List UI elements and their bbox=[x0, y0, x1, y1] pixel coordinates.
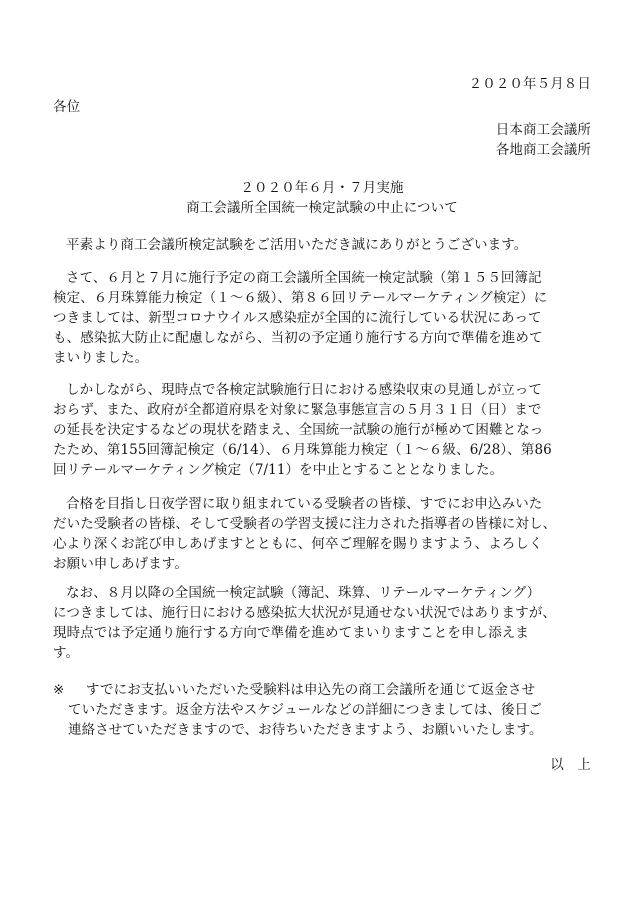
paragraph-2-line-1: さて、６月と７月に施行予定の商工会議所全国統一検定試験（第１５５回簿記 bbox=[66, 270, 542, 286]
paragraph-4-line-4: お願い申しあげます。 bbox=[53, 556, 188, 572]
paragraph-1-line-1: 平素より商工会議所検定試験をご活用いただき誠にありがとうございます。 bbox=[66, 237, 528, 253]
paragraph-5-line-3: 現時点では予定通り施行する方向で準備を進めてまいりますことを申し添えま bbox=[53, 625, 529, 641]
sender-2: 各地商工会議所 bbox=[495, 142, 591, 158]
paragraph-4-line-2: だいた受験者の皆様、そして受験者の学習支援に注力された指導者の皆様に対し、 bbox=[53, 516, 557, 532]
paragraph-5-line-2: につきましては、施行日における感染拡大状況が見通せない状況ではありますが、 bbox=[53, 605, 556, 621]
sender-1: 日本商工会議所 bbox=[495, 122, 591, 138]
paragraph-3-line-2: おらず、また、政府が全都道府県を対象に緊急事態宣言の５月３１日（日）まで bbox=[53, 402, 542, 418]
paragraph-5-line-1: なお、８月以降の全国統一検定試験（簿記、珠算、リテールマーケティング） bbox=[66, 585, 541, 601]
note-line-3: 連絡させていただきますので、お待ちいただきますよう、お願いいたします。 bbox=[68, 722, 543, 738]
paragraph-4-line-3: 心より深くお詫び申しあげますとともに、何卒ご理解を賜りますよう、よろしく bbox=[53, 536, 543, 552]
paragraph-5-line-4: す。 bbox=[53, 645, 80, 661]
paragraph-3-line-3: の延長を決定するなどの現状を踏まえ、全国統一試験の施行が極めて困難となっ bbox=[53, 422, 544, 438]
document-date: ２０２０年５月８日 bbox=[468, 76, 591, 92]
paragraph-3-line-1: しかしながら、現時点で各検定試験施行日における感染収束の見通しが立って bbox=[66, 382, 542, 398]
note-mark: ※ bbox=[53, 682, 65, 698]
paragraph-2-line-2: 検定、６月珠算能力検定（１～６級）、第８６回リテールマーケティング検定）に bbox=[53, 290, 548, 306]
paragraph-2-line-5: まいりました。 bbox=[53, 350, 149, 366]
paragraph-4-line-1: 合格を目指し日夜学習に取り組まれている受験者の皆様、すでにお申込みいた bbox=[66, 496, 543, 512]
paragraph-2-line-4: も、感染拡大防止に配慮しながら、当初の予定通り施行する方向で準備を進めて bbox=[53, 330, 543, 346]
note-line-2: ていただきます。返金方法やスケジュールなどの詳細につきましては、後日ご bbox=[68, 702, 542, 718]
paragraph-3-line-5: 回リテールマーケティング検定（7/11）を中止とすることとなりました。 bbox=[53, 462, 504, 478]
title-line-1: ２０２０年６月・７月実施 bbox=[240, 180, 404, 196]
recipient: 各位 bbox=[53, 99, 81, 115]
paragraph-3-line-4: たため、第155回簿記検定（6/14）、６月珠算能力検定（１～６級、6/28）、第86 bbox=[53, 442, 552, 458]
title-line-2: 商工会議所全国統一検定試験の中止について bbox=[186, 200, 458, 216]
paragraph-2-line-3: つきましては、新型コロナウイルス感染症が全国的に流行している状況にあって bbox=[53, 310, 542, 326]
note-line-1: すでにお支払いいただいた受験料は申込先の商工会議所を通じて返金させ bbox=[86, 682, 536, 698]
closing-mark: 以 上 bbox=[550, 757, 591, 773]
